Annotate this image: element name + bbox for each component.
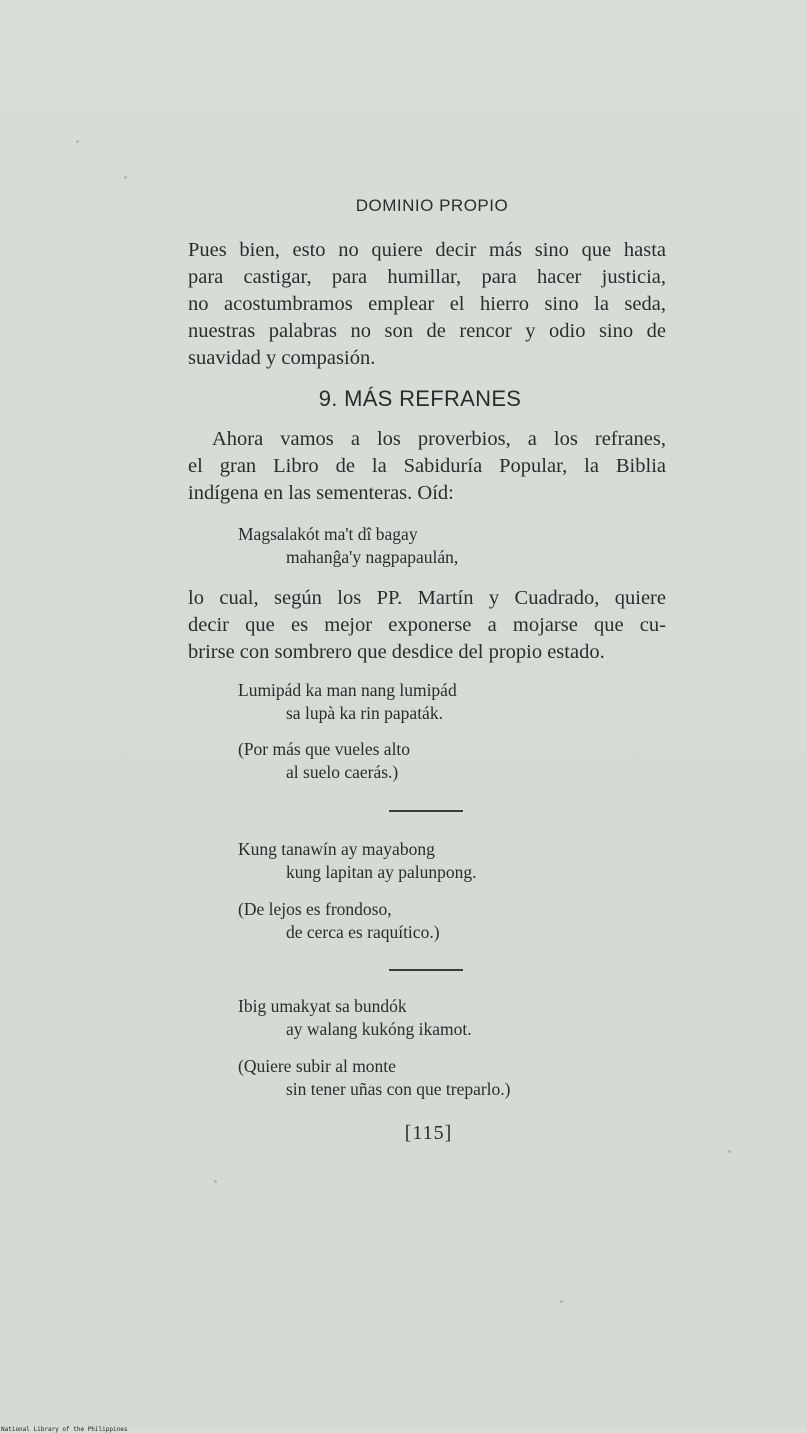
verse-line: Magsalakót ma't dî bagay <box>238 524 418 544</box>
verse-lumipad-translation <box>238 738 410 784</box>
verse-line: Kung tanawín ay mayabong <box>238 839 435 859</box>
verse-bundok <box>238 995 472 1041</box>
paper-speck <box>124 176 127 179</box>
running-head: DOMINIO PROPIO <box>355 196 509 215</box>
explanation-paragraph <box>188 585 666 666</box>
verse-line: Lumipád ka man nang lumipád <box>238 680 457 700</box>
verse-line: sin tener uñas con que treparlo.) <box>286 1079 511 1099</box>
verse-line: sa lupà ka rin papaták. <box>286 703 443 723</box>
verse-line: ay walang kukóng ikamot. <box>286 1019 472 1039</box>
paragraph-line: Ahora vamos a los proverbios, a los refranes, <box>212 428 666 450</box>
paragraph-line: suavidad y compasión. <box>188 347 376 369</box>
verse-line: Ibig umakyat sa bundók <box>238 996 407 1016</box>
verse-line: al suelo caerás.) <box>286 762 399 782</box>
verse-line: (De lejos es frondoso, <box>238 899 392 919</box>
verse-tanawin <box>238 838 477 884</box>
section-divider <box>389 810 463 812</box>
page-number: [115] <box>404 1122 453 1144</box>
verse-line: (Quiere subir al monte <box>238 1056 396 1076</box>
verse-line: mahanĝa'y nagpapaulán, <box>286 547 459 567</box>
intro-paragraph <box>188 237 666 372</box>
paper-speck <box>728 1150 731 1153</box>
verse-tanawin-translation <box>238 898 440 944</box>
section-divider <box>389 969 463 971</box>
verse-line: de cerca es raquítico.) <box>286 922 440 942</box>
verse-line: kung lapitan ay palunpong. <box>286 862 477 882</box>
paragraph-line: Pues bien, esto no quiere decir más sino que hasta <box>188 239 666 261</box>
verse-magsalakot <box>238 523 458 569</box>
paragraph-line: indígena en las sementeras. Oíd: <box>188 482 454 504</box>
proverbs-paragraph <box>188 426 666 507</box>
verse-bundok-translation <box>238 1055 511 1101</box>
section-title: 9. MÁS REFRANES <box>318 386 522 411</box>
paragraph-line: brirse con sombrero que desdice del propio estado. <box>188 641 605 663</box>
paragraph-line: decir que es mejor exponerse a mojarse que cu- <box>188 614 666 636</box>
verse-line: (Por más que vueles alto <box>238 739 411 759</box>
paper-speck <box>76 140 79 143</box>
paragraph-line: el gran Libro de la Sabiduría Popular, la Biblia <box>188 455 666 477</box>
paragraph-line: para castigar, para humillar, para hacer justicia, <box>188 266 666 288</box>
paragraph-line: no acostumbramos emplear el hierro sino la seda, <box>188 293 666 315</box>
paper-speck <box>560 1300 563 1303</box>
paper-speck <box>214 1180 217 1183</box>
footer-credit: National Library of the Philippines <box>1 1426 128 1433</box>
paragraph-line: nuestras palabras no son de rencor y odio sino de <box>188 320 666 342</box>
verse-lumipad <box>238 679 457 725</box>
paragraph-line: lo cual, según los PP. Martín y Cuadrado, quiere <box>188 587 666 609</box>
